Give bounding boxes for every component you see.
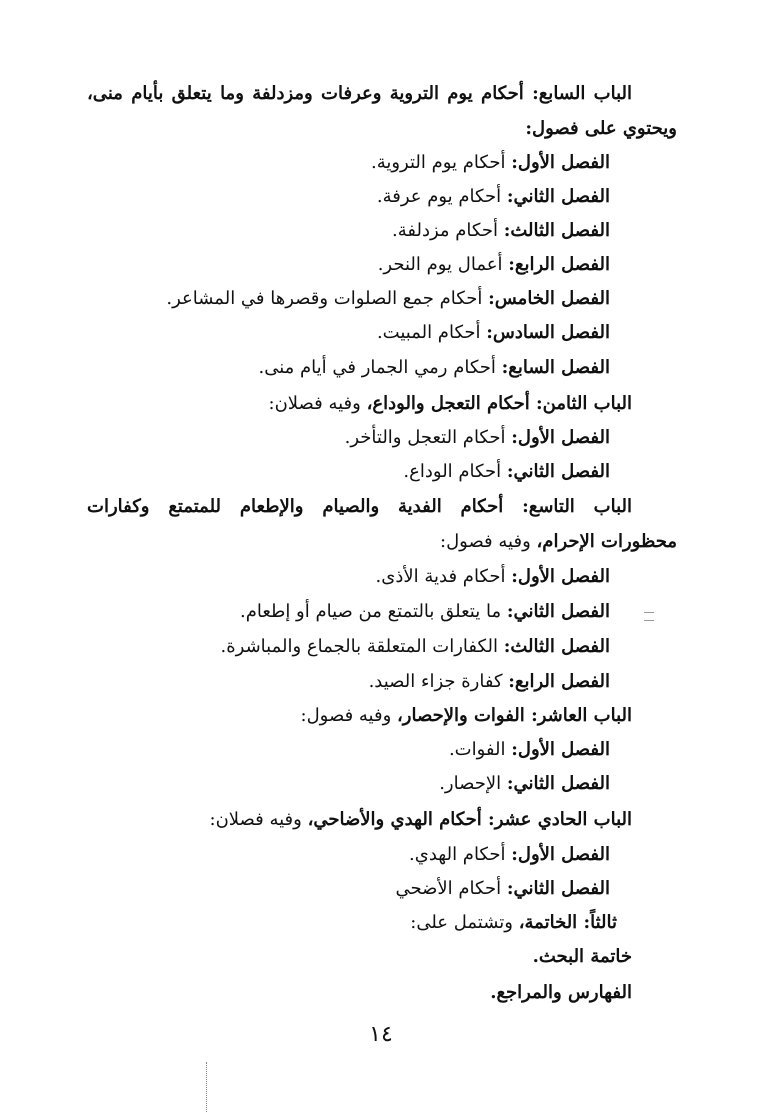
toc-section: الفصل الثاني: الإحصار. [439, 773, 610, 794]
toc-section: الفصل الرابع: أعمال يوم النحر. [377, 254, 610, 275]
toc-part-3: ثالثاً: الخاتمة، وتشتمل على: [410, 912, 617, 933]
toc-chapter-9-cont: محظورات الإحرام، وفيه فصول: [440, 531, 677, 552]
toc-section: الفصل الثاني: أحكام الوداع. [403, 461, 610, 482]
toc-chapter-11: الباب الحادي عشر: أحكام الهدي والأضاحي، وفيه فصلان: [209, 809, 632, 830]
toc-section: الفصل الرابع: كفارة جزاء الصيد. [368, 671, 610, 692]
toc-section: الفصل الأول: الفوات. [448, 739, 610, 760]
page-number: ١٤ [369, 1022, 393, 1047]
toc-section: الفصل الثالث: أحكام مزدلفة. [391, 220, 610, 241]
toc-section: الفصل السابع: أحكام رمي الجمار في أيام منى. [258, 357, 610, 378]
scan-artifact-line [206, 1062, 207, 1112]
margin-mark [644, 620, 654, 621]
toc-chapter-7: الباب السابع: أحكام يوم التروية وعرفات ومزدلفة وما يتعلق بأيام منى، [87, 83, 633, 104]
toc-section: الفصل الثاني: أحكام الأضحي [395, 878, 610, 899]
toc-section: الفصل الأول: أحكام يوم التروية. [370, 152, 610, 173]
toc-section: الفصل الأول: أحكام فدية الأذى. [375, 566, 610, 587]
toc-chapter-7-cont: ويحتوي على فصول: [525, 118, 677, 139]
margin-mark [644, 612, 654, 613]
toc-section: الفصل الثالث: الكفارات المتعلقة بالجماع والمباشرة. [220, 636, 610, 657]
toc-chapter-9: الباب التاسع: أحكام الفدية والصيام والإطعام للمتمتع وكفارات [87, 496, 632, 517]
toc-chapter-10: الباب العاشر: الفوات والإحصار، وفيه فصول: [300, 705, 632, 726]
toc-section: الفصل السادس: أحكام المبيت. [376, 322, 610, 343]
toc-chapter-8: الباب الثامن: أحكام التعجل والوداع، وفيه فصلان: [268, 393, 632, 414]
toc-section: الفصل الأول: أحكام التعجل والتأخر. [344, 427, 610, 448]
toc-section: الفصل الثاني: أحكام يوم عرفة. [376, 186, 610, 207]
toc-section: الفصل الخامس: أحكام جمع الصلوات وقصرها في المشاعر. [166, 288, 610, 309]
toc-section: الفصل الأول: أحكام الهدي. [409, 844, 610, 865]
toc-conclusion: خاتمة البحث. [532, 946, 632, 967]
toc-indexes: الفهارس والمراجع. [490, 982, 632, 1003]
toc-section: الفصل الثاني: ما يتعلق بالتمتع من صيام أو إطعام. [239, 601, 610, 622]
